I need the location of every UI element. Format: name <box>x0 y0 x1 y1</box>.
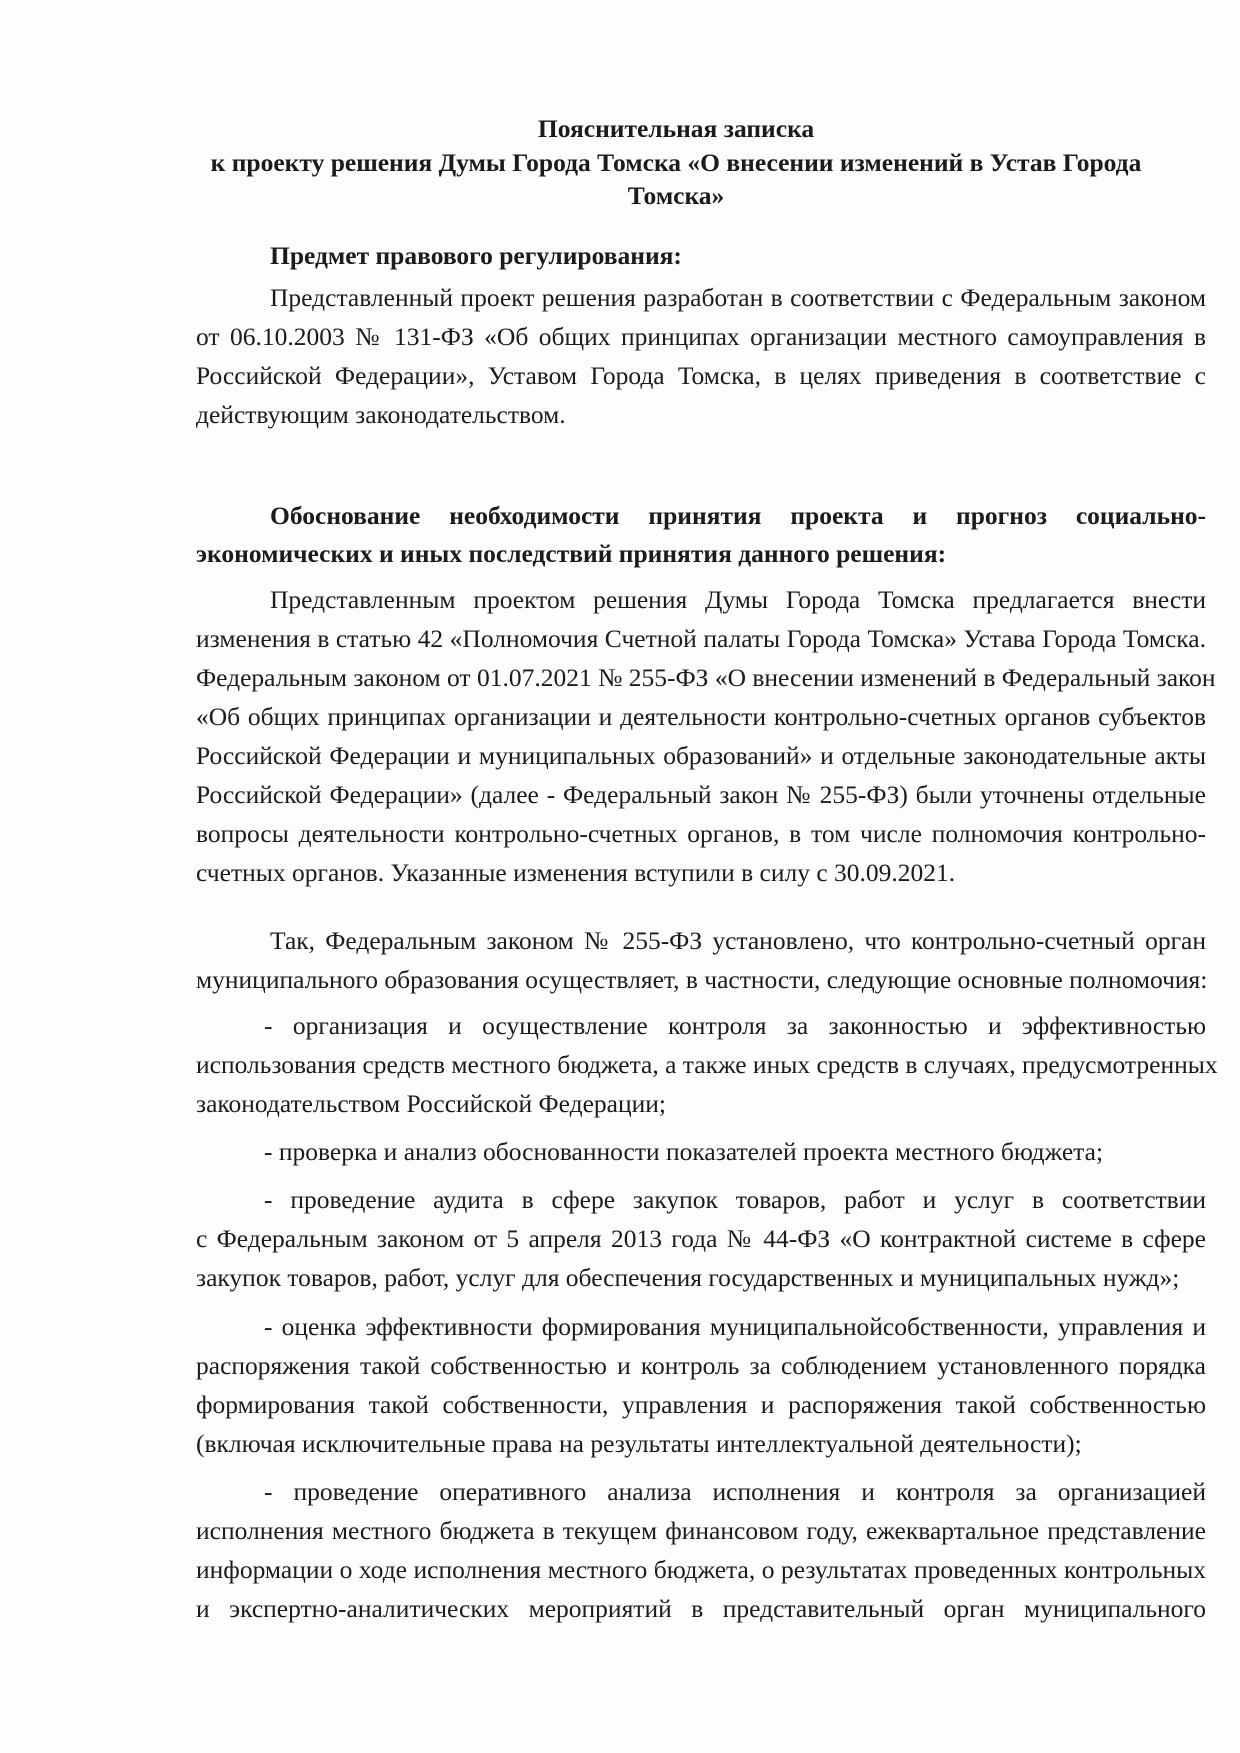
list-item-2-line-1: - проверка и анализ обоснованности показателей проекта местного бюджета; <box>264 1137 1104 1166</box>
list-item-1-line-1: - организация и осуществление контроля за законностью и эффективностью <box>264 1011 1206 1040</box>
list-item-5-line-4: и экспертно-аналитических мероприятий в представительный орган муниципального <box>196 1594 1206 1623</box>
list-item-5-line-3: информации о ходе исполнения местного бюджета, о результатах проведенных контрольных <box>196 1555 1206 1584</box>
list-item-4-line-2: распоряжения такой собственностью и контроль за соблюдением установленного порядка <box>196 1351 1206 1380</box>
section1-line-2: от 06.10.2003 № 131-ФЗ «Об общих принципах организации местного самоуправления в <box>196 322 1206 351</box>
section2-para1-line-7: вопросы деятельности контрольно-счетных органов, в том числе полномочия контрольно- <box>196 819 1206 848</box>
document-title-line-2: к проекту решения Думы Города Томска «О внесении изменений в Устав Города <box>210 148 1142 177</box>
list-item-3-line-2: с Федеральным законом от 5 апреля 2013 года № 44-ФЗ «О контрактной системе в сфере <box>196 1224 1206 1253</box>
list-item-5-line-2: исполнения местного бюджета в текущем финансовом году, ежеквартальное представление <box>196 1516 1206 1545</box>
section1-line-4: действующим законодательством. <box>196 400 566 429</box>
section2-para2-line-1: Так, Федеральным законом № 255-ФЗ установлено, что контрольно-счетный орган <box>270 926 1206 955</box>
section2-para1-line-1: Представленным проектом решения Думы Города Томска предлагается внести <box>270 585 1206 614</box>
list-item-3-line-3: закупок товаров, работ, услуг для обеспечения государственных и муниципальных нужд»; <box>196 1263 1180 1292</box>
list-item-3-line-1: - проведение аудита в сфере закупок товаров, работ и услуг в соответствии <box>264 1185 1206 1214</box>
list-item-1-line-2: использования средств местного бюджета, а также иных средств в случаях, предусмотренных <box>196 1050 1218 1079</box>
section2-para1-line-4: «Об общих принципах организации и деятельности контрольно-счетных органов субъектов <box>196 702 1206 731</box>
section1-line-3: Российской Федерации», Уставом Города Томска, в целях приведения в соответствие с <box>196 361 1206 390</box>
section1-heading: Предмет правового регулирования: <box>270 241 682 270</box>
section2-para1-line-2: изменения в статью 42 «Полномочия Счетной палаты Города Томска» Устава Города Томска. <box>196 624 1206 653</box>
section2-heading-line-2: экономических и иных последствий принятия данного решения: <box>196 539 947 568</box>
section2-para1-line-5: Российской Федерации и муниципальных образований» и отдельные законодательные акты <box>196 741 1206 770</box>
list-item-4-line-3: формирования такой собственности, управления и распоряжения такой собственностью <box>196 1390 1206 1419</box>
section2-para1-line-3: Федеральным законом от 01.07.2021 № 255-ФЗ «О внесении изменений в Федеральный закон <box>196 663 1216 692</box>
section1-line-1: Представленный проект решения разработан в соответствии с Федеральным законом <box>270 283 1206 312</box>
section2-heading-line-1: Обоснование необходимости принятия проекта и прогноз социально- <box>270 501 1206 530</box>
list-item-4-line-1: - оценка эффективности формирования муниципальнойсобственности, управления и <box>264 1312 1206 1341</box>
list-item-5-line-1: - проведение оперативного анализа исполнения и контроля за организацией <box>264 1477 1206 1506</box>
document-title-line-3: Томска» <box>627 181 725 210</box>
document-title-line-1: Пояснительная записка <box>537 114 815 143</box>
section2-para1-line-6: Российской Федерации» (далее - Федеральный закон № 255-ФЗ) были уточнены отдельные <box>196 780 1206 809</box>
section2-para2-line-2: муниципального образования осуществляет, в частности, следующие основные полномочия: <box>196 965 1208 994</box>
section2-para1-line-8: счетных органов. Указанные изменения вступили в силу с 30.09.2021. <box>196 858 956 887</box>
list-item-1-line-3: законодательством Российской Федерации; <box>196 1089 667 1118</box>
list-item-4-line-4: (включая исключительные права на результаты интеллектуальной деятельности); <box>196 1429 1082 1458</box>
